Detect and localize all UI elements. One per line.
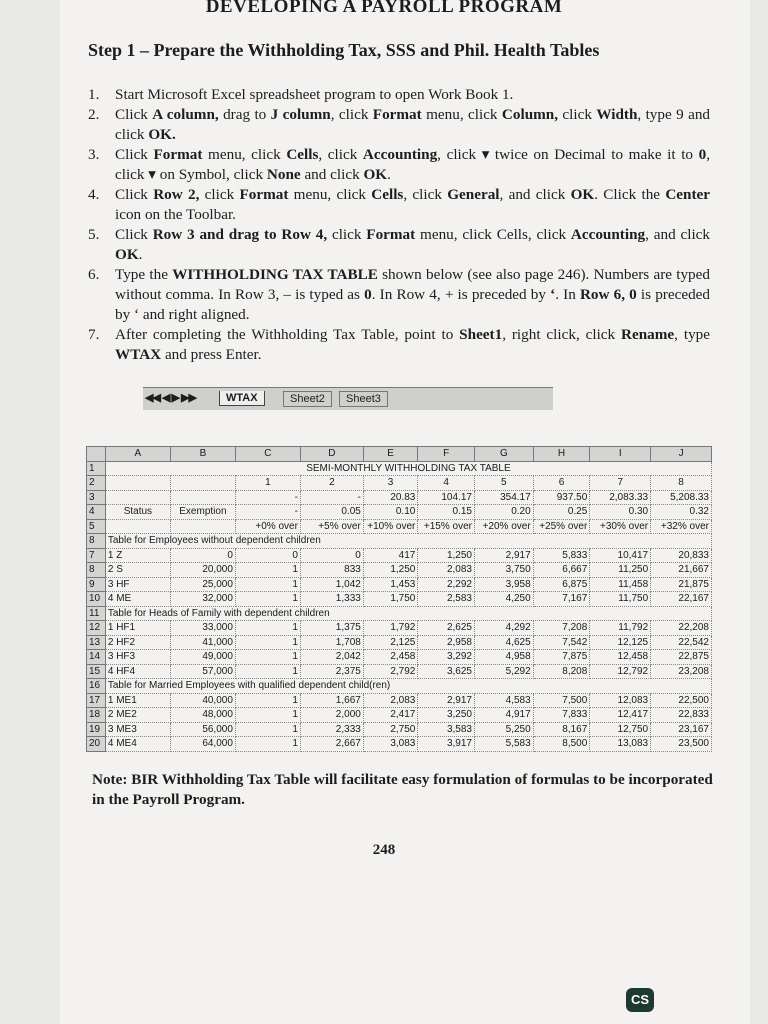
table-cell[interactable]: 1 — [235, 737, 300, 752]
table-cell[interactable]: 1 — [235, 708, 300, 723]
row-header[interactable]: 12 — [87, 621, 106, 636]
table-cell[interactable]: 12,417 — [590, 708, 651, 723]
step-number: 6. — [88, 266, 100, 283]
table-cell[interactable]: 4,292 — [474, 621, 533, 636]
column-header[interactable]: I — [590, 447, 651, 462]
table-cell[interactable] — [105, 490, 170, 505]
row-header[interactable]: 16 — [87, 679, 106, 694]
table-cell[interactable]: 1,042 — [300, 577, 363, 592]
table-cell[interactable]: 2,917 — [474, 548, 533, 563]
table-cell[interactable]: 354.17 — [474, 490, 533, 505]
table-cell[interactable]: 12,458 — [590, 650, 651, 665]
section-label-cell[interactable]: Table for Married Employees with qualified dependent child(ren) — [105, 679, 711, 694]
table-cell[interactable]: 4,917 — [474, 708, 533, 723]
table-cell[interactable]: 1 HF1 — [105, 621, 170, 636]
column-header[interactable] — [87, 447, 106, 462]
step-item — [88, 225, 710, 265]
tab-wtax[interactable]: WTAX — [219, 391, 265, 406]
table-cell[interactable]: 6 — [533, 476, 590, 491]
table-cell[interactable]: 10,417 — [590, 548, 651, 563]
table-cell[interactable]: 8,167 — [533, 722, 590, 737]
table-cell[interactable]: 4,958 — [474, 650, 533, 665]
table-cell[interactable]: 833 — [300, 563, 363, 578]
table-cell[interactable]: 13,083 — [590, 737, 651, 752]
table-row — [87, 635, 712, 650]
column-header[interactable]: A — [105, 447, 170, 462]
table-cell[interactable]: 23,167 — [651, 722, 712, 737]
step-text: Click Row 3 and drag to Row 4, click Format menu, click Cells, click Accounting, and click OK. — [115, 226, 711, 263]
table-cell[interactable]: 11,250 — [590, 563, 651, 578]
spreadsheet — [86, 446, 712, 752]
sheet-nav-arrows-icon[interactable]: ◀◀ ◀ ▶ ▶▶ — [145, 392, 196, 404]
table-cell[interactable]: 5,292 — [474, 664, 533, 679]
table-cell[interactable]: 22,167 — [651, 592, 712, 607]
table-cell[interactable]: 1 ME1 — [105, 693, 170, 708]
step-text: Click A column, drag to J column, click Format menu, click Column, click Width, type 9 and click OK. — [115, 106, 711, 143]
column-header[interactable]: G — [474, 447, 533, 462]
table-cell[interactable]: 1 — [235, 664, 300, 679]
table-cell[interactable]: 6,667 — [533, 563, 590, 578]
step-item — [88, 325, 710, 365]
step-text: Click Format menu, click Cells, click Accounting, click ▾ twice on Decimal to make it to 0, click ▾ on Symbol, click None and click OK. — [115, 146, 711, 183]
tab-sheet2[interactable]: Sheet2 — [283, 391, 332, 407]
table-cell[interactable]: 5,833 — [533, 548, 590, 563]
column-header[interactable]: J — [651, 447, 712, 462]
withholding-tax-table — [86, 446, 712, 752]
table-cell[interactable]: 40,000 — [170, 693, 235, 708]
table-cell[interactable]: 2,583 — [418, 592, 475, 607]
table-cell[interactable]: 1 Z — [105, 548, 170, 563]
table-row — [87, 621, 712, 636]
section-label-cell[interactable]: Table for Employees without dependent children — [105, 534, 711, 549]
column-header-row — [87, 447, 712, 462]
table-cell[interactable]: 22,542 — [651, 635, 712, 650]
table-cell[interactable]: 3,250 — [418, 708, 475, 723]
table-cell[interactable] — [170, 519, 235, 534]
table-cell[interactable]: 1 — [235, 577, 300, 592]
table-cell[interactable]: 3,958 — [474, 577, 533, 592]
table-cell[interactable]: 12,125 — [590, 635, 651, 650]
table-cell[interactable]: 0.32 — [651, 505, 712, 520]
table-cell[interactable]: 3,583 — [418, 722, 475, 737]
row-header[interactable]: 11 — [87, 606, 106, 621]
table-cell[interactable]: 1,667 — [300, 693, 363, 708]
table-cell[interactable]: 1,792 — [363, 621, 418, 636]
table-cell[interactable]: 11,750 — [590, 592, 651, 607]
row-header[interactable]: 19 — [87, 722, 106, 737]
table-cell[interactable]: Exemption — [170, 505, 235, 520]
step-item — [88, 85, 710, 105]
step-item — [88, 265, 710, 325]
table-cell[interactable] — [105, 476, 170, 491]
step-number: 7. — [88, 326, 100, 343]
step-title: Step 1 – Prepare the Withholding Tax, SSS and Phil. Health Tables — [88, 40, 600, 60]
table-cell[interactable]: 1 — [235, 693, 300, 708]
table-cell[interactable]: 22,208 — [651, 621, 712, 636]
table-cell[interactable]: 56,000 — [170, 722, 235, 737]
column-header[interactable]: E — [363, 447, 418, 462]
step-text: After completing the Withholding Tax Table, point to Sheet1, right click, click Rename, type WTAX and press Enter. — [115, 326, 710, 363]
row-header[interactable]: 20 — [87, 737, 106, 752]
step-number: 3. — [88, 146, 100, 163]
table-cell[interactable]: 25,000 — [170, 577, 235, 592]
step-item — [88, 185, 710, 225]
table-cell[interactable]: 5,250 — [474, 722, 533, 737]
table-cell[interactable]: 1 — [235, 563, 300, 578]
table-cell[interactable]: +5% over — [300, 519, 363, 534]
table-cell[interactable]: 4 HF4 — [105, 664, 170, 679]
table-cell[interactable]: 22,500 — [651, 693, 712, 708]
table-cell[interactable]: 2,042 — [300, 650, 363, 665]
table-cell[interactable] — [170, 490, 235, 505]
table-cell[interactable]: 7,542 — [533, 635, 590, 650]
table-row — [87, 722, 712, 737]
table-cell[interactable]: 2,375 — [300, 664, 363, 679]
table-cell[interactable]: 2 S — [105, 563, 170, 578]
table-cell[interactable]: +10% over — [363, 519, 418, 534]
table-cell[interactable]: - — [235, 490, 300, 505]
table-cell[interactable] — [170, 476, 235, 491]
table-row — [87, 664, 712, 679]
step-text: Type the WITHHOLDING TAX TABLE shown below (see also page 246). Numbers are typed without comma. In Row 3, – is typed as 0. In Row 4, + is preceded by ‘. In Row 6, 0 is preceded by ‘ and right aligned. — [115, 266, 710, 323]
row-header[interactable]: 5 — [87, 519, 106, 534]
table-cell[interactable]: 1 — [235, 722, 300, 737]
table-cell[interactable]: 0.05 — [300, 505, 363, 520]
table-cell[interactable]: 20.83 — [363, 490, 418, 505]
table-cell[interactable]: 8 — [651, 476, 712, 491]
table-cell[interactable]: 5,208.33 — [651, 490, 712, 505]
table-cell[interactable]: 1,453 — [363, 577, 418, 592]
table-cell[interactable]: 3 — [363, 476, 418, 491]
table-cell[interactable]: 23,500 — [651, 737, 712, 752]
table-cell[interactable]: 2 ME2 — [105, 708, 170, 723]
table-cell[interactable]: 1 — [235, 621, 300, 636]
table-cell[interactable]: 0.30 — [590, 505, 651, 520]
table-row — [87, 650, 712, 665]
page-header: DEVELOPING A PAYROLL PROGRAM — [205, 0, 563, 17]
table-cell[interactable]: 20,000 — [170, 563, 235, 578]
table-cell[interactable]: 5,583 — [474, 737, 533, 752]
column-header[interactable]: B — [170, 447, 235, 462]
step-number: 5. — [88, 226, 100, 243]
table-cell[interactable]: 3,292 — [418, 650, 475, 665]
table-cell[interactable]: 417 — [363, 548, 418, 563]
section-label-cell[interactable]: Table for Heads of Family with dependent children — [105, 606, 711, 621]
table-cell[interactable]: 937.50 — [533, 490, 590, 505]
table-cell[interactable]: 49,000 — [170, 650, 235, 665]
table-cell[interactable]: 33,000 — [170, 621, 235, 636]
table-cell[interactable]: 3,917 — [418, 737, 475, 752]
table-cell[interactable]: 2,292 — [418, 577, 475, 592]
table-cell[interactable]: 1 — [235, 650, 300, 665]
table-cell[interactable]: +15% over — [418, 519, 475, 534]
table-cell[interactable]: 12,750 — [590, 722, 651, 737]
table-cell[interactable] — [105, 519, 170, 534]
table-cell[interactable]: 1 — [235, 592, 300, 607]
table-cell[interactable]: Status — [105, 505, 170, 520]
table-cell[interactable]: 21,667 — [651, 563, 712, 578]
table-cell[interactable]: 3,625 — [418, 664, 475, 679]
table-cell[interactable]: 4 ME — [105, 592, 170, 607]
table-cell[interactable]: 6,875 — [533, 577, 590, 592]
table-cell[interactable]: 4,583 — [474, 693, 533, 708]
table-cell[interactable]: 0.15 — [418, 505, 475, 520]
tab-sheet3[interactable]: Sheet3 — [339, 391, 388, 407]
page-number: 248 — [372, 842, 396, 858]
table-cell[interactable]: 2,667 — [300, 737, 363, 752]
table-cell[interactable]: +0% over — [235, 519, 300, 534]
column-header[interactable]: H — [533, 447, 590, 462]
table-cell[interactable]: 8,208 — [533, 664, 590, 679]
table-cell[interactable]: 23,208 — [651, 664, 712, 679]
step-text: Click Row 2, click Format menu, click Cells, click General, and click OK. Click the Center icon on the Toolbar. — [115, 186, 711, 223]
row-header[interactable]: 2 — [87, 476, 106, 491]
table-cell[interactable]: 2,958 — [418, 635, 475, 650]
table-cell[interactable]: 1,375 — [300, 621, 363, 636]
table-cell[interactable]: 2,000 — [300, 708, 363, 723]
table-cell[interactable]: 7 — [590, 476, 651, 491]
table-cell[interactable]: 1,250 — [418, 548, 475, 563]
table-cell[interactable]: 0.10 — [363, 505, 418, 520]
camscanner-logo-icon: CS — [626, 988, 654, 1012]
table-row — [87, 693, 712, 708]
table-cell[interactable]: 2,083 — [363, 693, 418, 708]
table-row — [87, 708, 712, 723]
table-cell[interactable]: 2,458 — [363, 650, 418, 665]
table-row — [87, 592, 712, 607]
section-header-row — [87, 679, 712, 694]
table-row — [87, 563, 712, 578]
table-cell[interactable]: 0 — [300, 548, 363, 563]
table-cell[interactable]: 2,917 — [418, 693, 475, 708]
table-cell[interactable]: 7,167 — [533, 592, 590, 607]
column-header[interactable]: D — [300, 447, 363, 462]
table-cell[interactable]: 3 HF3 — [105, 650, 170, 665]
row-header[interactable]: 3 — [87, 490, 106, 505]
step-number: 4. — [88, 186, 100, 203]
table-cell[interactable]: 64,000 — [170, 737, 235, 752]
table-cell[interactable]: 22,833 — [651, 708, 712, 723]
table-cell[interactable]: 11,792 — [590, 621, 651, 636]
table-cell[interactable]: - — [235, 505, 300, 520]
table-cell[interactable]: +32% over — [651, 519, 712, 534]
row-header[interactable]: 8 — [87, 563, 106, 578]
section-header-row — [87, 606, 712, 621]
table-cell[interactable]: 4,625 — [474, 635, 533, 650]
column-header[interactable]: F — [418, 447, 475, 462]
table-cell[interactable]: 0 — [170, 548, 235, 563]
row-header[interactable]: 15 — [87, 664, 106, 679]
row-header[interactable]: 4 — [87, 505, 106, 520]
table-row — [87, 577, 712, 592]
table-cell[interactable]: 1,708 — [300, 635, 363, 650]
step-item — [88, 105, 710, 145]
table-cell[interactable]: 2,625 — [418, 621, 475, 636]
row-header[interactable]: 13 — [87, 635, 106, 650]
table-cell[interactable]: 2,417 — [363, 708, 418, 723]
table-cell[interactable]: 7,875 — [533, 650, 590, 665]
row-header[interactable]: 1 — [87, 461, 106, 476]
table-cell[interactable]: 22,875 — [651, 650, 712, 665]
table-cell[interactable]: 7,833 — [533, 708, 590, 723]
table-cell[interactable]: 12,792 — [590, 664, 651, 679]
table-cell[interactable]: 20,833 — [651, 548, 712, 563]
table-row — [87, 737, 712, 752]
table-row — [87, 505, 712, 520]
table-cell[interactable]: 11,458 — [590, 577, 651, 592]
table-cell[interactable]: 0.20 — [474, 505, 533, 520]
table-cell[interactable]: 4 ME4 — [105, 737, 170, 752]
table-cell[interactable]: 2 — [300, 476, 363, 491]
table-cell[interactable]: 104.17 — [418, 490, 475, 505]
table-cell[interactable]: 3 HF — [105, 577, 170, 592]
table-cell[interactable]: 0.25 — [533, 505, 590, 520]
table-cell[interactable]: 2,083 — [418, 563, 475, 578]
table-row — [87, 490, 712, 505]
table-cell[interactable]: 2,333 — [300, 722, 363, 737]
table-cell[interactable]: 1,333 — [300, 592, 363, 607]
table-cell[interactable]: 0 — [235, 548, 300, 563]
table-cell[interactable]: - — [300, 490, 363, 505]
step-text: Start Microsoft Excel spreadsheet program to open Work Book 1. — [115, 86, 514, 103]
row-header[interactable]: 18 — [87, 708, 106, 723]
table-row — [87, 548, 712, 563]
table-cell[interactable]: 21,875 — [651, 577, 712, 592]
table-cell[interactable]: 2,750 — [363, 722, 418, 737]
table-cell[interactable]: 2,125 — [363, 635, 418, 650]
table-cell[interactable]: 8,500 — [533, 737, 590, 752]
table-row — [87, 519, 712, 534]
table-cell[interactable]: 57,000 — [170, 664, 235, 679]
table-cell[interactable]: 2 HF2 — [105, 635, 170, 650]
table-cell[interactable]: 4,250 — [474, 592, 533, 607]
table-cell[interactable]: 1,750 — [363, 592, 418, 607]
table-cell[interactable]: 7,500 — [533, 693, 590, 708]
table-title-cell[interactable]: SEMI-MONTHLY WITHHOLDING TAX TABLE — [105, 461, 711, 476]
table-cell[interactable]: +30% over — [590, 519, 651, 534]
step-item — [88, 145, 710, 185]
table-cell[interactable]: +20% over — [474, 519, 533, 534]
table-cell[interactable]: 4 — [418, 476, 475, 491]
table-cell[interactable]: 3,750 — [474, 563, 533, 578]
table-row — [87, 461, 712, 476]
column-header[interactable]: C — [235, 447, 300, 462]
step-number: 1. — [88, 86, 100, 103]
row-header[interactable]: 7 — [87, 548, 106, 563]
instruction-list — [88, 85, 710, 365]
table-cell[interactable]: 12,083 — [590, 693, 651, 708]
step-number: 2. — [88, 106, 100, 123]
section-header-row — [87, 534, 712, 549]
table-row — [87, 476, 712, 491]
note: Note: BIR Withholding Tax Table will facilitate easy formulation of formulas to be incorporated in the Payroll Program. — [92, 771, 713, 808]
table-cell[interactable]: 7,208 — [533, 621, 590, 636]
table-cell[interactable]: 3,083 — [363, 737, 418, 752]
row-header[interactable]: 17 — [87, 693, 106, 708]
row-header[interactable]: 8 — [87, 534, 106, 549]
sheet-tab-bar — [143, 387, 553, 410]
table-cell[interactable]: 2,792 — [363, 664, 418, 679]
table-cell[interactable]: 5 — [474, 476, 533, 491]
table-cell[interactable]: 1 — [235, 476, 300, 491]
row-header[interactable]: 10 — [87, 592, 106, 607]
table-cell[interactable]: 1 — [235, 635, 300, 650]
table-cell[interactable]: 3 ME3 — [105, 722, 170, 737]
table-cell[interactable]: 48,000 — [170, 708, 235, 723]
table-cell[interactable]: 32,000 — [170, 592, 235, 607]
row-header[interactable]: 14 — [87, 650, 106, 665]
table-cell[interactable]: 1,250 — [363, 563, 418, 578]
table-cell[interactable]: +25% over — [533, 519, 590, 534]
row-header[interactable]: 9 — [87, 577, 106, 592]
table-cell[interactable]: 41,000 — [170, 635, 235, 650]
table-cell[interactable]: 2,083.33 — [590, 490, 651, 505]
